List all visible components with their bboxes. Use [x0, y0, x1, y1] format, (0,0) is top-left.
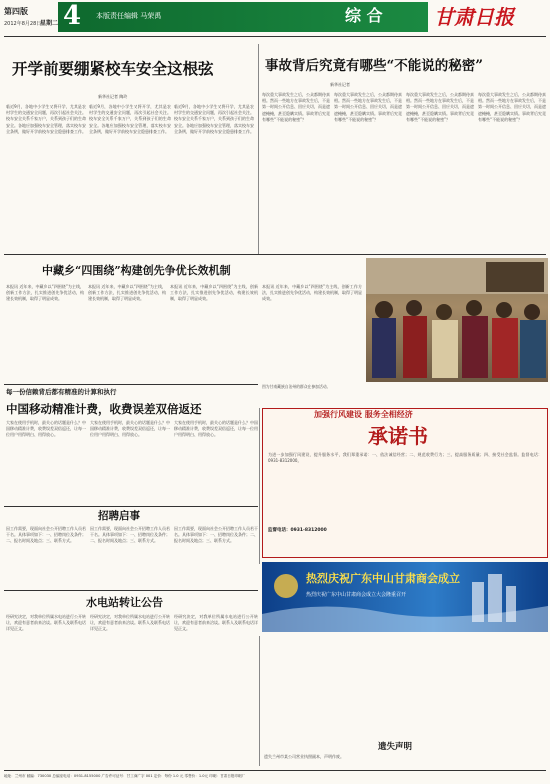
body-secret-col2-text: 每次重大事故发生之后，公众都期待真相。然而一些地方在事故发生后，不是第一时间公开信息、回应关切，而是遮遮掩掩，甚至隐瞒实情。事故背后究竟有哪些“不能说的秘密”？ [334, 92, 402, 122]
body-recruit: 因工作需要，现面向社会公开招聘工作人员若干名。具体事项如下：一、招聘岗位及条件；二、报名时间及地点；三、联系方式。 [6, 526, 86, 544]
issue-weekday: 星期二 [40, 20, 59, 27]
body-village-col4 [262, 284, 362, 382]
pledge-kicker: 加强行风建设 服务全相经济 [314, 410, 413, 419]
body-village-col3 [170, 284, 258, 382]
body-village-col2-text: 本报讯 近年来，中藏乡以“四围绕”为主线，创新工作方法，扎实推进创先争优活动，构建长效机制，取得了明显成效。 [88, 284, 166, 302]
divider-v-top [258, 44, 259, 254]
body-cmcc-col2-text: 大家在使用手机时，最关心的话题是什么？中国移动精准计费，收费误差双倍返还，让每一位用户用得明白、用得放心。 [90, 420, 170, 438]
photo-scene [366, 258, 548, 382]
headline-transfer: 水电站转让公告 [86, 596, 163, 609]
banner-title: 热烈庆祝广东中山甘肃商会成立 [306, 572, 460, 585]
body-cmcc-col3-text: 大家在使用手机时，最关心的话题是什么？中国移动精准计费，收费误差双倍返还，让每一位用户用得明白、用得放心。 [174, 420, 258, 438]
photo-caption: 图为甘南藏族自治州的群众在参加活动。 [262, 384, 331, 389]
divider-v-mid [259, 408, 260, 564]
body-village-col2 [88, 284, 166, 382]
body-school-bus-col2 [89, 104, 171, 249]
body-recruit-col3 [174, 526, 258, 588]
body-secret-col4 [478, 92, 546, 250]
body-lost: 遗失兰州市某公司营业执照副本，声明作废。 [264, 754, 344, 759]
body-cmcc: 大家在使用手机时，最关心的话题是什么？中国移动精准计费，收费误差双倍返还，让每一位用户用得明白、用得放心。 [6, 420, 86, 438]
body-cmcc-col2 [90, 420, 170, 502]
body-transfer-col2-text: 经研究决定，对我单位所属水电站进行公开转让，欢迎有意者前来洽谈。联系人及联系电话详见正文。 [90, 614, 170, 632]
body-transfer: 经研究决定，对我单位所属水电站进行公开转让，欢迎有意者前来洽谈。联系人及联系电话详见正文。 [6, 614, 86, 632]
headline-cmcc: 中国移动精准计费，收费误差双倍返还 [6, 402, 202, 416]
masthead [0, 0, 550, 44]
body-recruit-col2 [90, 526, 170, 588]
banner-subtitle: 热烈庆祝广东中山甘肃商会成立大会隆重召开 [306, 592, 407, 598]
body-school-bus-col2-text: 临近9月，各地中小学生又将开学，尤其是农村学生的交通安全问题，再次引起社会关注。校车安全关系千家万户，关系到孩子们的生命安全。各地应加强校车安全管理，落实校车安全条例，做好开学前校车安全隐患排查工作。 [89, 104, 171, 134]
byline-secret: 新华社记者 [330, 82, 350, 87]
pledge-body: 为进一步加强行风建设，提升服务水平，我们郑重承诺：一、依法诚信经营；二、规范收费行为；三、提高服务质量；四、接受社会监督。监督电话：0931-8312000。 [268, 452, 542, 464]
divider-v-bottom [259, 636, 260, 766]
headline-secret: 事故背后究竟有哪些“不能说的秘密” [265, 58, 484, 74]
issue-label: 第四版 [4, 7, 28, 16]
body-cmcc-col3 [174, 420, 258, 502]
body-secret-col2 [334, 92, 402, 250]
body-secret-col4-text: 每次重大事故发生之后，公众都期待真相。然而一些地方在事故发生后，不是第一时间公开信息、回应关切，而是遮遮掩掩，甚至隐瞒实情。事故背后究竟有哪些“不能说的秘密”？ [478, 92, 546, 122]
divider-h-2 [4, 384, 258, 385]
divider-h-3 [4, 506, 258, 507]
divider-h-4 [4, 590, 258, 591]
headline-village: 中藏乡“四围绕”构建创先争优长效机制 [42, 264, 231, 277]
body-transfer-col2 [90, 614, 170, 764]
editor-credit: 本版责任编辑 马荣禹 [96, 12, 162, 20]
footer-rule [4, 770, 546, 771]
section-title: 综 合 [345, 6, 383, 25]
byline-school-bus: 新华社记者 陶玲 [98, 94, 128, 99]
news-photo [366, 258, 548, 382]
body-secret: 每次重大事故发生之后，公众都期待真相。然而一些地方在事故发生后，不是第一时间公开信息、回应关切，而是遮遮掩掩，甚至隐瞒实情。事故背后究竟有哪些“不能说的秘密”？ [262, 92, 330, 122]
body-recruit-col3-text: 因工作需要，现面向社会公开招聘工作人员若干名。具体事项如下：一、招聘岗位及条件；二、报名时间及地点；三、联系方式。 [174, 526, 258, 544]
issue-date: 2012年8月28日 [4, 21, 42, 27]
paper-logo: 甘肃日报 [434, 5, 514, 29]
banner-ad [262, 562, 548, 632]
body-village: 本报讯 近年来，中藏乡以“四围绕”为主线，创新工作方法，扎实推进创先争优活动，构建长效机制，取得了明显成效。 [6, 284, 84, 302]
body-transfer-col3 [174, 614, 258, 764]
masthead-rule [4, 36, 546, 37]
body-village-col4-text: 本报讯 近年来，中藏乡以“四围绕”为主线，创新工作方法，扎实推进创先争优活动，构建长效机制，取得了明显成效。 [262, 284, 362, 302]
body-secret-col3 [406, 92, 474, 250]
body-recruit-col2-text: 因工作需要，现面向社会公开招聘工作人员若干名。具体事项如下：一、招聘岗位及条件；二、报名时间及地点；三、联系方式。 [90, 526, 170, 544]
pledge-phone: 监督电话：0931-8312000 [268, 528, 327, 533]
pledge-title: 承诺书 [368, 424, 428, 448]
body-secret-col3-text: 每次重大事故发生之后，公众都期待真相。然而一些地方在事故发生后，不是第一时间公开信息、回应关切，而是遮遮掩掩，甚至隐瞒实情。事故背后究竟有哪些“不能说的秘密”？ [406, 92, 474, 122]
kicker-cmcc: 每一份信赖背后都有精准的计算和执行 [6, 388, 117, 396]
body-school-bus-col3-text: 临近9月，各地中小学生又将开学，尤其是农村学生的交通安全问题，再次引起社会关注。校车安全关系千家万户，关系到孩子们的生命安全。各地应加强校车安全管理，落实校车安全条例，做好开学前校车安全隐患排查工作。 [174, 104, 254, 134]
headline-recruit: 招聘启事 [98, 510, 140, 522]
body-village-col3-text: 本报讯 近年来，中藏乡以“四围绕”为主线，创新工作方法，扎实推进创先争优活动，构建长效机制，取得了明显成效。 [170, 284, 258, 302]
body-school-bus: 临近9月，各地中小学生又将开学，尤其是农村学生的交通安全问题，再次引起社会关注。校车安全关系千家万户，关系到孩子们的生命安全。各地应加强校车安全管理，落实校车安全条例，做好开学前校车安全隐患排查工作。 [6, 104, 86, 134]
divider-h-1 [4, 254, 546, 255]
headline-lost: 遗失声明 [378, 742, 413, 752]
body-transfer-col3-text: 经研究决定，对我单位所属水电站进行公开转让，欢迎有意者前来洽谈。联系人及联系电话详见正文。 [174, 614, 258, 632]
headline-school-bus: 开学前要绷紧校车安全这根弦 [12, 59, 214, 78]
body-school-bus-col3 [174, 104, 254, 249]
footer-text: 地址：兰州市 邮编：730030 总编室电话：0931-8155000 广告许可证号：甘工商广字 001 定价：每份 1.0 元 零售价：1.0元 印刷：甘肃日报印刷厂 [4, 774, 246, 778]
page-number: 4 [62, 1, 82, 31]
